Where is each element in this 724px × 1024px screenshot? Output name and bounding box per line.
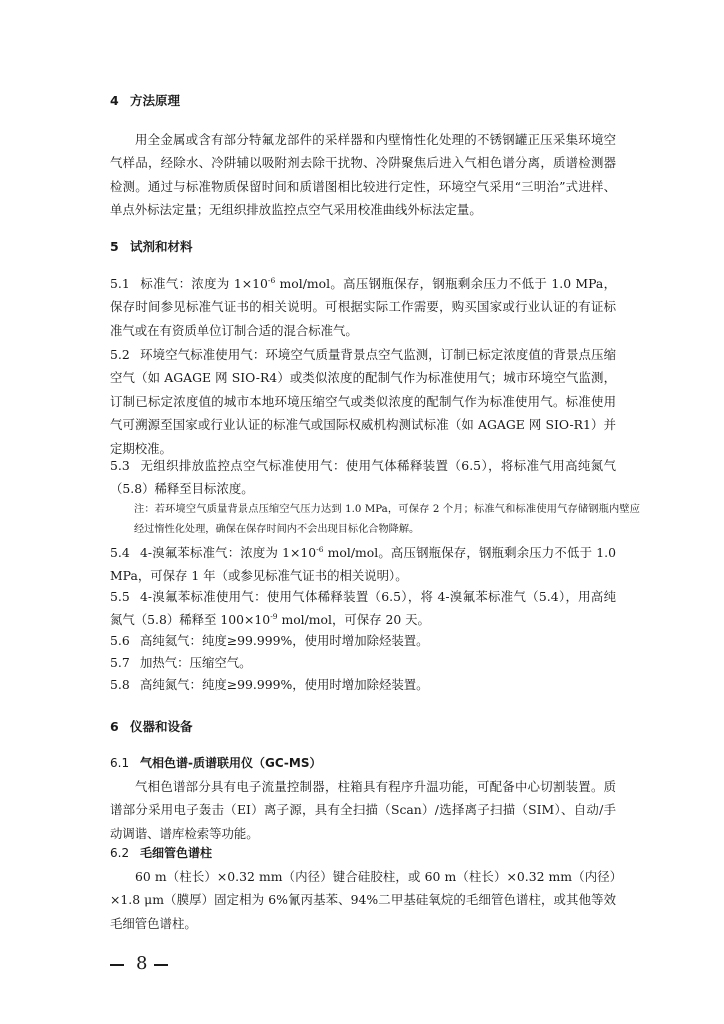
- clause-6-1-heading: [110, 752, 616, 774]
- clause-text: 4-溴氟苯标准气：浓度为 1×10: [140, 545, 317, 560]
- clause-title: 毛细管色谱柱: [140, 846, 213, 860]
- clause-text: 高纯氮气：纯度≥99.999%，使用时增加除烃装置。: [140, 677, 429, 692]
- exponent: -9: [270, 612, 278, 622]
- section-4-paragraph: 用全金属或含有部分特氟龙部件的采样器和内壁惰性化处理的不锈钢罐正压采集环境空气样品，经除水、冷阱辅以吸附剂去除干扰物、冷阱聚焦后进入气相色谱分离，质谱检测器检测。通过与标准物质保留时间和质谱图相比较进行定性，环境空气采用“三明治”式进样、单点外标法定量；无组织排放监控点空气采用校准曲线外标法定量。: [110, 132, 616, 218]
- page-number: 8: [136, 953, 148, 974]
- exponent: -6: [316, 544, 324, 554]
- exponent: -6: [267, 275, 276, 285]
- clause-5-2: [110, 343, 616, 460]
- section-number: 4: [110, 93, 119, 108]
- clause-5-4: [110, 541, 616, 588]
- section-title: 方法原理: [130, 93, 181, 108]
- clause-6-2-paragraph: 60 m（柱长）×0.32 mm（内径）键合硅胶柱，或 60 m（柱长）×0.32 mm（内径）×1.8 μm（膜厚）固定相为 6%氰丙基苯、94%二甲基硅氧烷的毛细管色谱柱，或其他等效毛细管色谱柱。: [110, 869, 616, 931]
- clause-number: 5.3: [110, 458, 130, 473]
- clause-text: mol/mol。高压钢瓶保存，钢瓶剩余压力不低于 1.0 MPa，可保存 1 年（或参见标准气证书的相关说明）。: [110, 545, 616, 584]
- section-5-heading: [110, 238, 616, 256]
- clause-5-7: [110, 651, 616, 674]
- clause-5-1: [110, 272, 616, 342]
- section-number: 6: [110, 719, 119, 734]
- clause-text: 标准气：浓度为 1×10: [140, 276, 268, 291]
- clause-number: 5.2: [110, 347, 130, 362]
- footer-dash-left: [110, 964, 124, 966]
- clause-text: 加热气：压缩空气。: [140, 655, 252, 670]
- clause-5-3: [110, 454, 616, 501]
- clause-number: 5.4: [110, 545, 130, 560]
- clause-number: 5.5: [110, 589, 130, 604]
- clause-text: 4-溴氟苯标准使用气：使用气体稀释装置（6.5），将 4-溴氟苯标准气（5.4），用高纯氮气（5.8）稀释至 100×10: [110, 589, 616, 628]
- clause-number: 6.2: [110, 846, 130, 860]
- clause-text: mol/mol。高压钢瓶保存，钢瓶剩余压力不低于 1.0 MPa，保存时间参见标准气证书的相关说明。可根据实际工作需要，购买国家或行业认证的有证标准气或在有资质单位订制合适的混合标准气。: [110, 276, 616, 338]
- clause-6-2-heading: [110, 842, 616, 864]
- clause-6-1-paragraph: 气相色谱部分具有电子流量控制器，柱箱具有程序升温功能，可配备中心切割装置。质谱部分采用电子轰击（EI）离子源，具有全扫描（Scan）/选择离子扫描（SIM）、自动/手动调谐、谱库检索等功能。: [110, 779, 616, 841]
- clause-text: 无组织排放监控点空气标准使用气：使用气体稀释装置（6.5），将标准气用高纯氮气（5.8）稀释至目标浓度。: [110, 458, 616, 497]
- clause-text: mol/mol，可保存 20 天。: [277, 612, 430, 628]
- clause-text: 环境空气标准使用气：环境空气质量背景点空气监测，订制已标定浓度值的背景点压缩空气（如 AGAGE 网 SIO-R4）或类似浓度的配制气作为标准使用气；城市环境空气监测，订制已标定浓度值的城市本地环境压缩空气或类似浓度的配制气作为标准使用气。标准使用气可溯源至国家或行业认证的标准气或国际权威机构测试标准（如 AGAGE 网 SIO-R1）并定期校准。: [110, 347, 616, 456]
- clause-number: 5.8: [110, 677, 130, 692]
- footer-dash-right: [154, 964, 168, 966]
- clause-5-8: [110, 673, 616, 696]
- section-title: 试剂和材料: [130, 239, 193, 254]
- clause-number: 5.1: [110, 276, 130, 291]
- section-title: 仪器和设备: [130, 719, 193, 734]
- page-footer: [108, 952, 218, 976]
- clause-5-5: [110, 585, 616, 632]
- note: 注：若环境空气质量背景点压缩空气压力达到 1.0 MPa，可保存 2 个月；标准气和标准使用气存储钢瓶内壁应经过惰性化处理，确保在保存时间内不会出现目标化合物降解。: [134, 504, 640, 535]
- section-number: 5: [110, 239, 119, 254]
- clause-number: 6.1: [110, 756, 130, 770]
- clause-5-6: [110, 629, 616, 652]
- clause-title: 气相色谱-质谱联用仪（GC-MS）: [140, 756, 322, 770]
- section-4-heading: [110, 92, 616, 110]
- clause-number: 5.6: [110, 633, 130, 648]
- section-6-heading: [110, 718, 616, 736]
- clause-number: 5.7: [110, 655, 130, 670]
- clause-text: 高纯氦气：纯度≥99.999%，使用时增加除烃装置。: [140, 633, 429, 648]
